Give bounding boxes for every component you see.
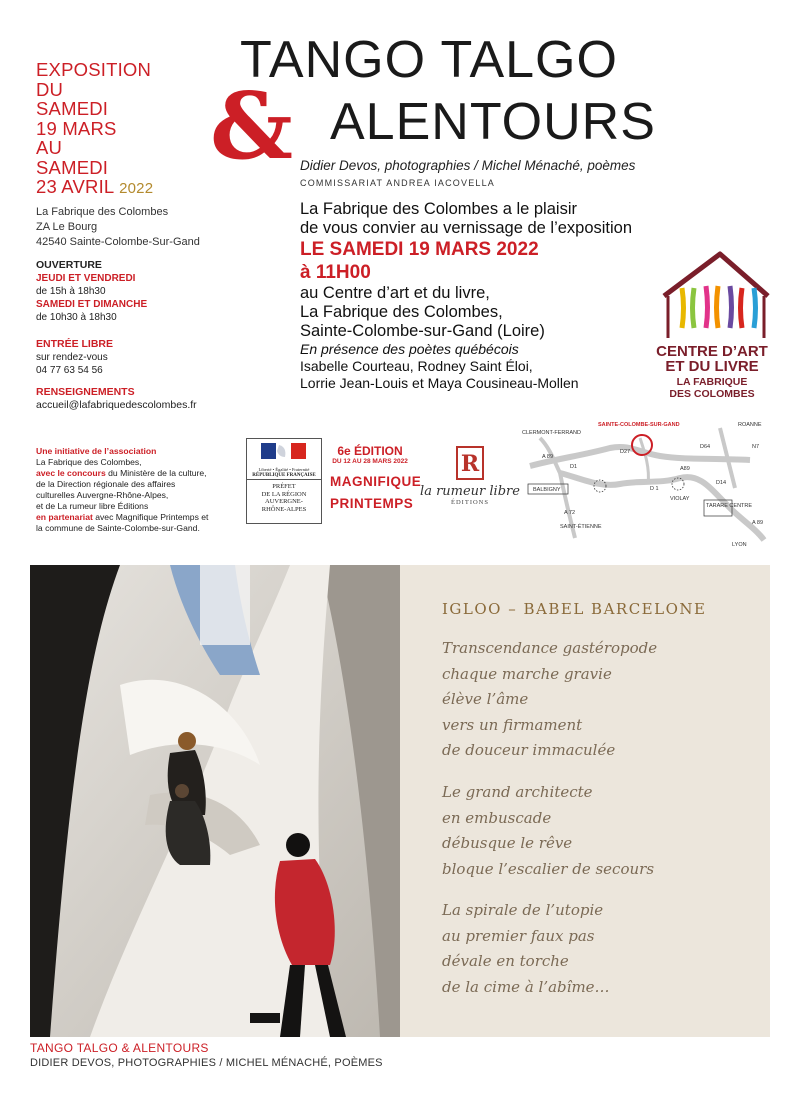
title-line-1: TANGO TALGO — [240, 31, 618, 89]
venue-line: La Fabrique des Colombes — [36, 206, 169, 218]
exhibition-dates — [36, 60, 206, 199]
title-line-2: ALENTOURS — [330, 93, 656, 151]
invitation-place: au Centre d’art et du livre, — [300, 284, 490, 302]
republique-emblem — [247, 439, 321, 480]
map-label: CLERMONT-FERRAND — [522, 430, 581, 436]
map-label: SAINT-ÉTIENNE — [560, 524, 602, 530]
republique-name: RÉPUBLIQUE FRANÇAISE — [252, 473, 316, 478]
map-label: VIOLAY — [670, 496, 690, 502]
info-email[interactable]: accueil@lafabriquedescolombes.fr — [36, 399, 197, 411]
prefet-line: DE LA RÉGION — [261, 490, 307, 498]
poem-title: IGLOO – BABEL BARCELONE — [442, 600, 707, 618]
republique-logo — [246, 438, 322, 524]
footer-title: TANGO TALGO & ALENTOURS — [30, 1041, 209, 1055]
initiative-text-part: du Ministère de la culture, — [105, 468, 207, 478]
initiative-line — [36, 512, 236, 523]
entry-line: sur rendez-vous — [36, 352, 108, 363]
centre-title-line: ET DU LIVRE — [665, 358, 759, 375]
initiative-text-part: avec Magnifique Printemps et — [92, 512, 209, 522]
poem-line: de douceur immaculée — [442, 741, 616, 759]
poem-line: débusque le rêve — [442, 834, 573, 852]
dates-line: SAMEDI — [36, 98, 109, 119]
opening-hours-1: de 15h à 18h30 — [36, 286, 106, 297]
map-road: A 72 — [564, 510, 576, 516]
dates-line: 23 AVRIL — [36, 176, 114, 197]
poem-line: chaque marche gravie — [442, 664, 612, 683]
invitation-poets: Lorrie Jean-Louis et Maya Cousineau-Mollen — [300, 375, 579, 391]
invitation-place: Sainte-Colombe-sur-Gand (Loire) — [300, 322, 545, 340]
printemps-dates: DU 12 AU 28 MARS 2022 — [332, 458, 408, 465]
poem-stanza-2 — [442, 780, 654, 882]
initiative-line — [36, 468, 236, 479]
centre-subtitle-line: LA FABRIQUE — [676, 376, 748, 388]
map-road: D1 — [570, 464, 578, 470]
footer-subtitle: DIDIER DEVOS, PHOTOGRAPHIES / MICHEL MÉNACHÉ, POÈMES — [30, 1057, 383, 1069]
initiative-highlight: avec le concours — [36, 468, 106, 478]
entry-info — [36, 338, 113, 377]
poem-line: La spirale de l’utopie — [442, 901, 604, 919]
map-road: N7 — [752, 444, 760, 450]
opening-hours — [36, 259, 147, 324]
dates-line: DU — [36, 78, 64, 100]
initiative-line: Une initiative de l’association — [36, 446, 157, 456]
centre-subtitle-line: DES COLOMBES — [669, 388, 755, 400]
prefet-line: PRÉFET — [272, 483, 296, 490]
invitation — [300, 200, 640, 392]
invitation-place: La Fabrique des Colombes, — [300, 303, 503, 321]
initiative-line: La Fabrique des Colombes, — [36, 457, 142, 467]
initiative-text — [36, 446, 236, 534]
rumeur-editions: ÉDITIONS — [451, 499, 489, 506]
opening-days-1: JEUDI ET VENDREDI — [36, 273, 136, 284]
initiative-line: culturelles Auvergne-Rhône-Alpes, — [36, 490, 169, 500]
poem-line: en embuscade — [442, 808, 552, 827]
poem-line: bloque l’escalier de secours — [442, 859, 655, 878]
printemps-name-1: MAGNIFIQUE — [330, 474, 422, 489]
poem-stanza-3 — [442, 898, 610, 1000]
invitation-line: La Fabrique des Colombes a le plaisir — [300, 200, 577, 218]
map-road: D14 — [716, 480, 727, 486]
printemps-edition: 6e ÉDITION — [337, 444, 403, 458]
map-road: A 89 — [752, 520, 764, 526]
republique-motto: Liberté • Égalité • Fraternité — [258, 467, 310, 472]
invitation-time: à 11H00 — [300, 262, 371, 283]
dates-line: 19 MARS — [36, 117, 117, 139]
opening-hours-2: de 10h30 à 18h30 — [36, 312, 117, 323]
dates-line-end — [36, 177, 206, 199]
invitation-date: LE SAMEDI 19 MARS 2022 — [300, 239, 539, 260]
magnifique-printemps-logo — [330, 444, 422, 511]
invitation-line: de vous convier au vernissage de l’exposition — [300, 219, 633, 237]
map-label: LYON — [732, 542, 747, 548]
venue-line: 42540 Sainte-Colombe-Sur-Gand — [36, 236, 200, 248]
poem-line: Transcendance gastéropode — [442, 639, 658, 657]
prefet-text — [247, 480, 321, 513]
staircase-photo — [30, 565, 400, 1037]
info-title: RENSEIGNEMENTS — [36, 386, 135, 398]
poem-stanza-1 — [442, 636, 657, 764]
map-label: TARARE CENTRE — [706, 503, 753, 509]
rumeur-libre-logo — [420, 446, 520, 506]
invitation-presence: En présence des poètes québécois — [300, 341, 519, 357]
info-block — [36, 386, 197, 412]
authors: Didier Devos, photographies / Michel Ménaché, poèmes — [300, 158, 636, 173]
entry-title: ENTRÉE LIBRE — [36, 338, 114, 350]
centre-title — [650, 344, 774, 374]
invitation-poets: Isabelle Courteau, Rodney Saint Éloi, — [300, 358, 533, 374]
dates-line: AU — [36, 137, 63, 158]
initiative-line: de la Direction régionale des affaires — [36, 479, 176, 489]
initiative-line: la commune de Sainte-Colombe-sur-Gand. — [36, 523, 200, 533]
poem-line: vers un firmament — [442, 715, 583, 734]
marianne-icon — [247, 439, 321, 463]
location-map — [520, 418, 770, 548]
dates-line: SAMEDI — [36, 156, 109, 178]
title-ampersand: & — [210, 72, 294, 180]
prefet-line: AUVERGNE- — [265, 498, 303, 505]
entry-phone[interactable]: 04 77 63 54 56 — [36, 365, 103, 376]
venue-line: ZA Le Bourg — [36, 221, 98, 233]
poem-line: Le grand architecte — [442, 783, 593, 801]
venue-address — [36, 205, 200, 250]
rumeur-name: la rumeur libre — [420, 484, 520, 499]
map-road: A89 — [680, 466, 690, 472]
svg-text:R: R — [460, 451, 480, 477]
map-road: D 1 — [650, 486, 659, 492]
centre-subtitle — [650, 376, 774, 400]
poem-line: élève l’âme — [442, 690, 529, 708]
map-road: D27 — [620, 449, 631, 455]
poem-line: dévale en torche — [442, 952, 569, 970]
poem-line: de la cime à l’abîme… — [442, 977, 610, 996]
rumeur-libre-mark-icon — [456, 446, 484, 480]
opening-days-2: SAMEDI ET DIMANCHE — [36, 299, 148, 310]
curator: COMMISSARIAT ANDREA IACOVELLA — [300, 178, 496, 188]
dates-line: EXPOSITION — [36, 59, 152, 80]
printemps-name-2: PRINTEMPS — [330, 496, 414, 511]
initiative-line: et de La rumeur libre Éditions — [36, 501, 149, 511]
map-label: SAINTE-COLOMBE-SUR-GAND — [598, 422, 680, 428]
centre-title-line: CENTRE D’ART — [656, 343, 768, 360]
map-road: A 89 — [542, 454, 554, 460]
exhibition-year: 2022 — [119, 180, 154, 197]
prefet-line: RHÔNE-ALPES — [261, 505, 307, 513]
opening-title: OUVERTURE — [36, 259, 102, 271]
map-label: ROANNE — [738, 422, 762, 428]
poem-line: au premier faux pas — [442, 926, 595, 945]
initiative-highlight: en partenariat — [36, 512, 93, 522]
map-label: BALBIGNY — [533, 487, 561, 493]
map-road: D64 — [700, 444, 711, 450]
